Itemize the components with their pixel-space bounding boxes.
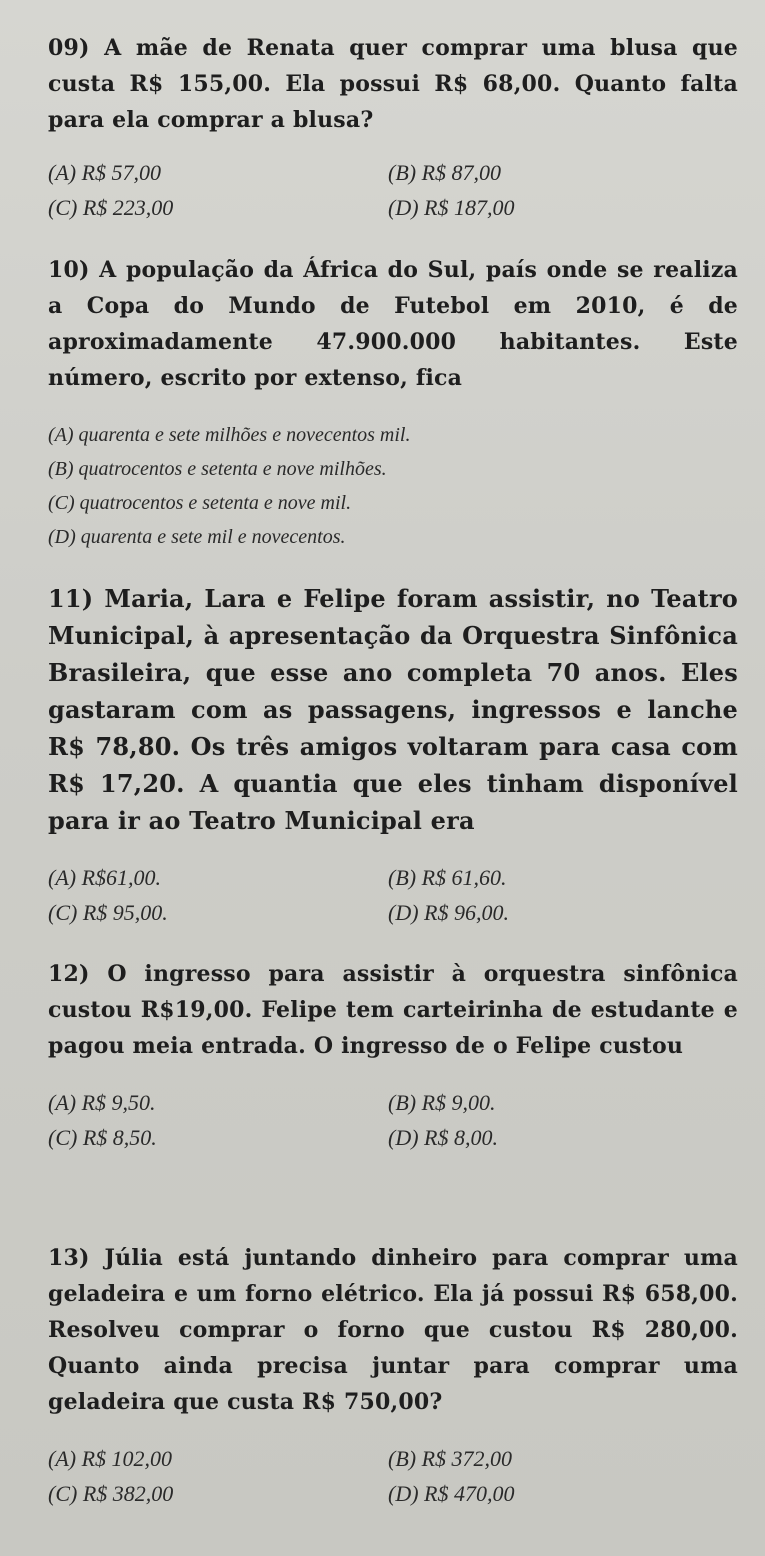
question-10 bbox=[48, 252, 738, 554]
question-09-text: 09) A mãe de Renata quer comprar uma blusa que custa R$ 155,00. Ela possui R$ 68,00. Quanto falta para ela comprar a blusa? bbox=[48, 35, 738, 133]
question-11-text: 11) Maria, Lara e Felipe foram assistir, no Teatro Municipal, à apresentação da Orquestra Sinfônica Brasileira, que esse ano completa 70 anos. Eles gastaram com as passagens, ingressos e lanche R$ 78,80. Os três amigos voltaram para casa com R$ 17,20. A quantia que eles tinham disponível para ir ao Teatro Municipal era bbox=[48, 584, 738, 835]
question-12-option-c: (C) R$ 8,50. bbox=[48, 1125, 157, 1150]
question-11 bbox=[48, 580, 738, 929]
question-10-text: 10) A população da África do Sul, país onde se realiza a Copa do Mundo de Futebol em 2010, é de aproximadamente 47.900.000 habitantes. Este número, escrito por extenso, fica bbox=[48, 257, 738, 391]
question-10-option-d: (D) quarenta e sete mil e novecentos. bbox=[48, 526, 346, 548]
question-13-option-c: (C) R$ 382,00 bbox=[48, 1481, 174, 1506]
question-09-option-a: (A) R$ 57,00 bbox=[48, 160, 162, 185]
question-09-option-c: (C) R$ 223,00 bbox=[48, 195, 174, 220]
question-12 bbox=[48, 956, 738, 1154]
question-10-option-c: (C) quatrocentos e setenta e nove mil. bbox=[48, 492, 352, 514]
question-13-option-b: (B) R$ 372,00 bbox=[388, 1446, 513, 1471]
question-11-options bbox=[48, 861, 738, 929]
question-12-option-b: (B) R$ 9,00. bbox=[388, 1090, 496, 1115]
question-13 bbox=[48, 1240, 738, 1510]
question-10-option-b: (B) quatrocentos e setenta e nove milhões. bbox=[48, 458, 387, 480]
question-11-option-b: (B) R$ 61,60. bbox=[388, 865, 507, 890]
question-11-option-c: (C) R$ 95,00. bbox=[48, 900, 168, 925]
question-13-option-a: (A) R$ 102,00 bbox=[48, 1446, 173, 1471]
question-13-option-d: (D) R$ 470,00 bbox=[388, 1481, 515, 1506]
question-11-option-a: (A) R$61,00. bbox=[48, 865, 162, 890]
question-12-options bbox=[48, 1086, 738, 1154]
question-12-option-d: (D) R$ 8,00. bbox=[388, 1125, 498, 1150]
question-09-options bbox=[48, 156, 738, 224]
question-13-text: 13) Júlia está juntando dinheiro para comprar uma geladeira e um forno elétrico. Ela já possui R$ 658,00. Resolveu comprar o forno que custou R$ 280,00. Quanto ainda precisa juntar para comprar uma geladeira que custa R$ 750,00? bbox=[48, 1245, 738, 1415]
question-09-option-d: (D) R$ 187,00 bbox=[388, 195, 515, 220]
question-09 bbox=[48, 30, 738, 224]
question-11-option-d: (D) R$ 96,00. bbox=[388, 900, 509, 925]
question-09-option-b: (B) R$ 87,00 bbox=[388, 160, 502, 185]
question-10-options bbox=[48, 418, 738, 554]
question-10-option-a: (A) quarenta e sete milhões e novecentos mil. bbox=[48, 424, 411, 446]
question-12-option-a: (A) R$ 9,50. bbox=[48, 1090, 156, 1115]
question-12-text: 12) O ingresso para assistir à orquestra sinfônica custou R$19,00. Felipe tem carteirinha de estudante e pagou meia entrada. O ingresso de o Felipe custou bbox=[48, 961, 738, 1059]
question-13-options bbox=[48, 1442, 738, 1510]
